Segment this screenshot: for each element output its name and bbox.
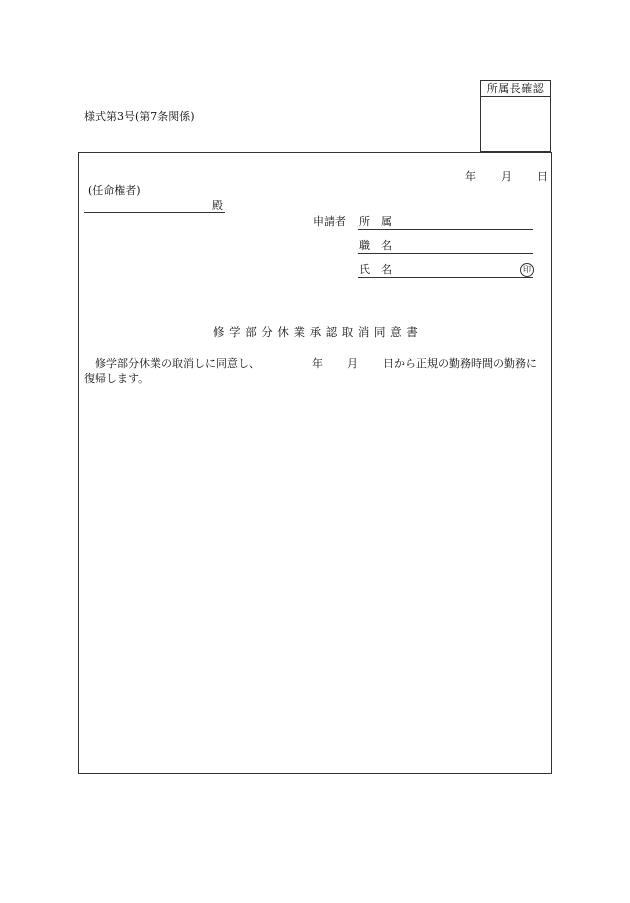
position-label: 職 名 [359, 239, 392, 252]
position-field-line[interactable] [358, 253, 533, 254]
name-field-line[interactable] [358, 277, 533, 278]
confirmation-label: 所属長確認 [481, 81, 550, 97]
date-month-label: 月 [501, 170, 512, 183]
body-text-start: 修学部分休業の取消しに同意し、 [95, 357, 260, 370]
date-year-label: 年 [465, 170, 476, 183]
supervisor-confirmation-box [480, 80, 551, 152]
name-label: 氏 名 [359, 263, 392, 276]
addressee-underline [84, 212, 225, 213]
appointing-authority-label: (任命権者) [88, 184, 141, 197]
applicant-label: 申請者 [313, 215, 346, 228]
affiliation-label: 所 属 [359, 215, 392, 228]
body-text-line2: 復帰します。 [84, 372, 150, 385]
honorific-label: 殿 [212, 199, 223, 212]
body-month-label: 月 [347, 357, 358, 370]
form-frame [78, 152, 552, 774]
body-text-end: 日から正規の勤務時間の勤務に [383, 357, 537, 370]
affiliation-field-line[interactable] [358, 229, 533, 230]
body-year-label: 年 [312, 357, 323, 370]
date-day-label: 日 [537, 170, 548, 183]
form-number: 様式第3号(第7条関係) [84, 110, 195, 123]
document-title: 修学部分休業承認取消同意書 [213, 325, 423, 339]
seal-mark: 印 [520, 263, 534, 277]
